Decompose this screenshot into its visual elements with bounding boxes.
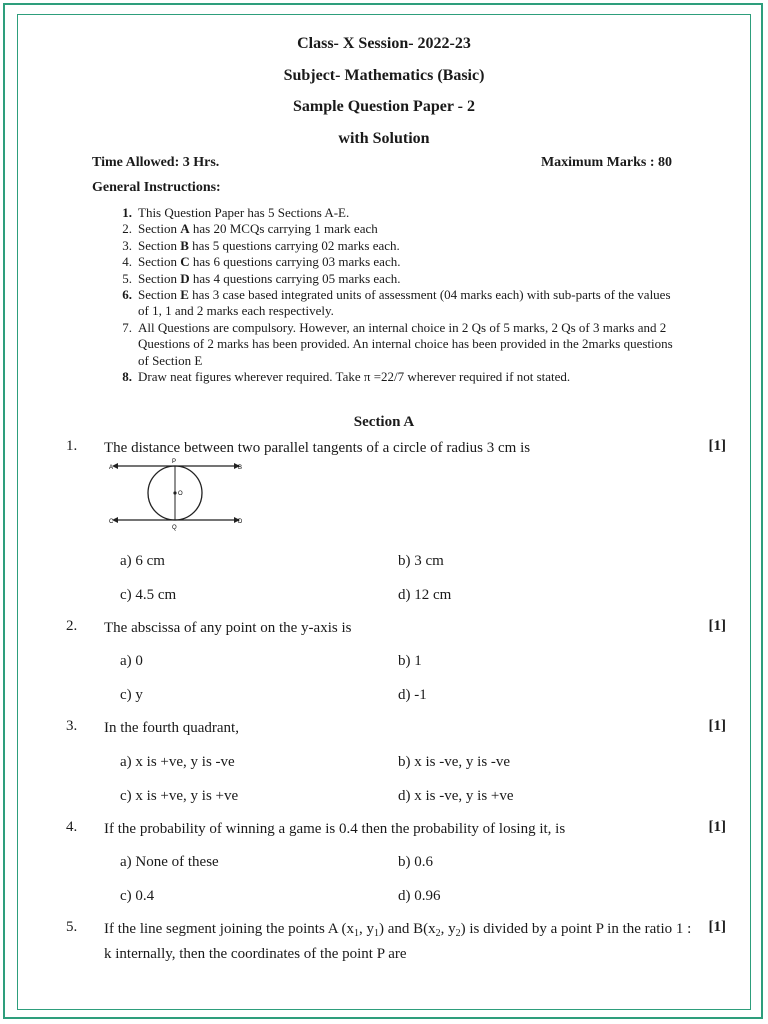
option-a: a) x is +ve, y is -ve: [120, 754, 235, 770]
option-d: d) 12 cm: [398, 587, 452, 603]
instruction-text: Section: [138, 287, 181, 303]
instruction-text-rest: has 20 MCQs carrying 1 mark each: [189, 221, 378, 237]
instruction-text-rest: has 4 questions carrying 05 marks each.: [189, 270, 401, 286]
label-a: A: [109, 465, 114, 471]
centre-point: [173, 491, 176, 494]
option-d: d) 0.96: [398, 888, 441, 904]
instruction-item: [114, 271, 674, 287]
question-number: 3.: [66, 718, 78, 734]
instruction-text: Section: [138, 221, 181, 237]
label-c: C: [109, 519, 114, 525]
option-d: d) x is -ve, y is +ve: [398, 788, 514, 804]
instruction-section-letter: A: [180, 221, 190, 237]
label-o: O: [178, 491, 183, 497]
instruction-text: All Questions are compulsory. However, an internal choice in 2 Qs of 5 marks, 2 Qs of 3 marks and 2 Questions of 2 marks has been provided. An internal choice has been provided in the 2marks questions of Section E: [138, 319, 673, 368]
instruction-section-letter: E: [180, 287, 189, 303]
label-p: P: [172, 459, 177, 465]
instruction-item: [114, 205, 674, 221]
instructions-title: General Instructions:: [92, 180, 221, 195]
option-c: c) x is +ve, y is +ve: [120, 788, 239, 804]
instruction-section-letter: C: [180, 254, 190, 270]
option-b: b) 3 cm: [398, 553, 444, 569]
option-b: b) 0.6: [398, 854, 433, 870]
time-allowed: Time Allowed: 3 Hrs.: [92, 155, 220, 170]
instructions-list: [114, 205, 674, 385]
option-a: a) None of these: [120, 854, 219, 870]
question-text: The distance between two parallel tangents of a circle of radius 3 cm is: [104, 440, 531, 456]
question-text: [104, 919, 694, 965]
question-number: 1.: [66, 438, 78, 454]
instruction-item: [114, 221, 674, 237]
question-marks: [1]: [708, 919, 726, 935]
instruction-number: 5.: [122, 270, 132, 286]
instruction-number: 7.: [122, 319, 132, 335]
question-text: In the fourth quadrant,: [104, 720, 239, 736]
instruction-number: 1.: [122, 205, 132, 220]
instruction-number: 8.: [122, 369, 132, 385]
section-heading: Section A: [353, 414, 415, 430]
option-d: d) -1: [398, 687, 427, 703]
instruction-text-rest: has 3 case based integrated units of assessment (04 marks each) with sub-parts of the values of 1, 1 and 2 marks each respectively.: [138, 287, 671, 319]
instruction-text: This Question Paper has 5 Sections A-E.: [138, 205, 350, 220]
subject-heading: Subject- Mathematics (Basic): [283, 67, 485, 84]
instruction-number: 4.: [122, 254, 132, 270]
instruction-item: [114, 369, 674, 385]
question-marks: [1]: [708, 618, 726, 634]
question-marks: [1]: [708, 819, 726, 835]
class-session-heading: Class- X Session- 2022-23: [297, 35, 471, 52]
option-c: c) 4.5 cm: [120, 587, 177, 603]
instruction-item: [114, 320, 674, 369]
question-text-part: ) and B(x: [378, 921, 436, 937]
option-a: a) 6 cm: [120, 553, 165, 569]
solution-subtitle: with Solution: [338, 130, 430, 147]
instruction-text: Draw neat figures wherever required. Take π =22/7 wherever required if not stated.: [138, 369, 571, 385]
question-number: 4.: [66, 819, 78, 835]
subscript: 1: [353, 928, 359, 939]
instruction-number: 2.: [122, 221, 132, 237]
instruction-number: 6.: [122, 287, 132, 303]
instruction-section-letter: D: [180, 270, 190, 286]
tangent-circle-figure: [108, 456, 244, 532]
instruction-item: [114, 254, 674, 270]
question-text-part: , y: [358, 921, 374, 937]
question-text-part: , y: [440, 921, 456, 937]
label-d: D: [238, 519, 243, 525]
subscript: 2: [435, 928, 441, 939]
question-text: The abscissa of any point on the y-axis is: [104, 620, 352, 636]
instruction-text: Section: [138, 254, 181, 270]
instruction-item: [114, 287, 674, 320]
option-b: b) 1: [398, 653, 422, 669]
question-number: 2.: [66, 618, 78, 634]
instruction-text-rest: has 6 questions carrying 03 marks each.: [189, 254, 401, 270]
instruction-section-letter: B: [180, 237, 189, 253]
instruction-text-rest: has 5 questions carrying 02 marks each.: [188, 237, 400, 253]
maximum-marks: Maximum Marks : 80: [540, 155, 672, 170]
question-text-part: If the line segment joining the points A (x: [104, 921, 354, 937]
paper-title: Sample Question Paper - 2: [293, 98, 475, 115]
option-c: c) 0.4: [120, 888, 155, 904]
label-b: B: [238, 465, 243, 471]
label-q: Q: [172, 525, 177, 531]
instruction-text: Section: [138, 270, 181, 286]
instruction-item: [114, 238, 674, 254]
subscript: 2: [455, 928, 461, 939]
option-b: b) x is -ve, y is -ve: [398, 754, 511, 770]
question-text: If the probability of winning a game is 0.4 then the probability of losing it, is: [104, 821, 566, 837]
question-number: 5.: [66, 919, 78, 935]
question-text-part: ) is divided by a point P in the ratio 1 : k internally, then the coordinates of the point P are: [104, 921, 692, 962]
question-marks: [1]: [708, 718, 726, 734]
option-a: a) 0: [120, 653, 143, 669]
instruction-text: Section: [138, 237, 181, 253]
question-marks: [1]: [708, 438, 726, 454]
subscript: 1: [373, 928, 379, 939]
instruction-number: 3.: [122, 237, 132, 253]
option-c: c) y: [120, 687, 143, 703]
